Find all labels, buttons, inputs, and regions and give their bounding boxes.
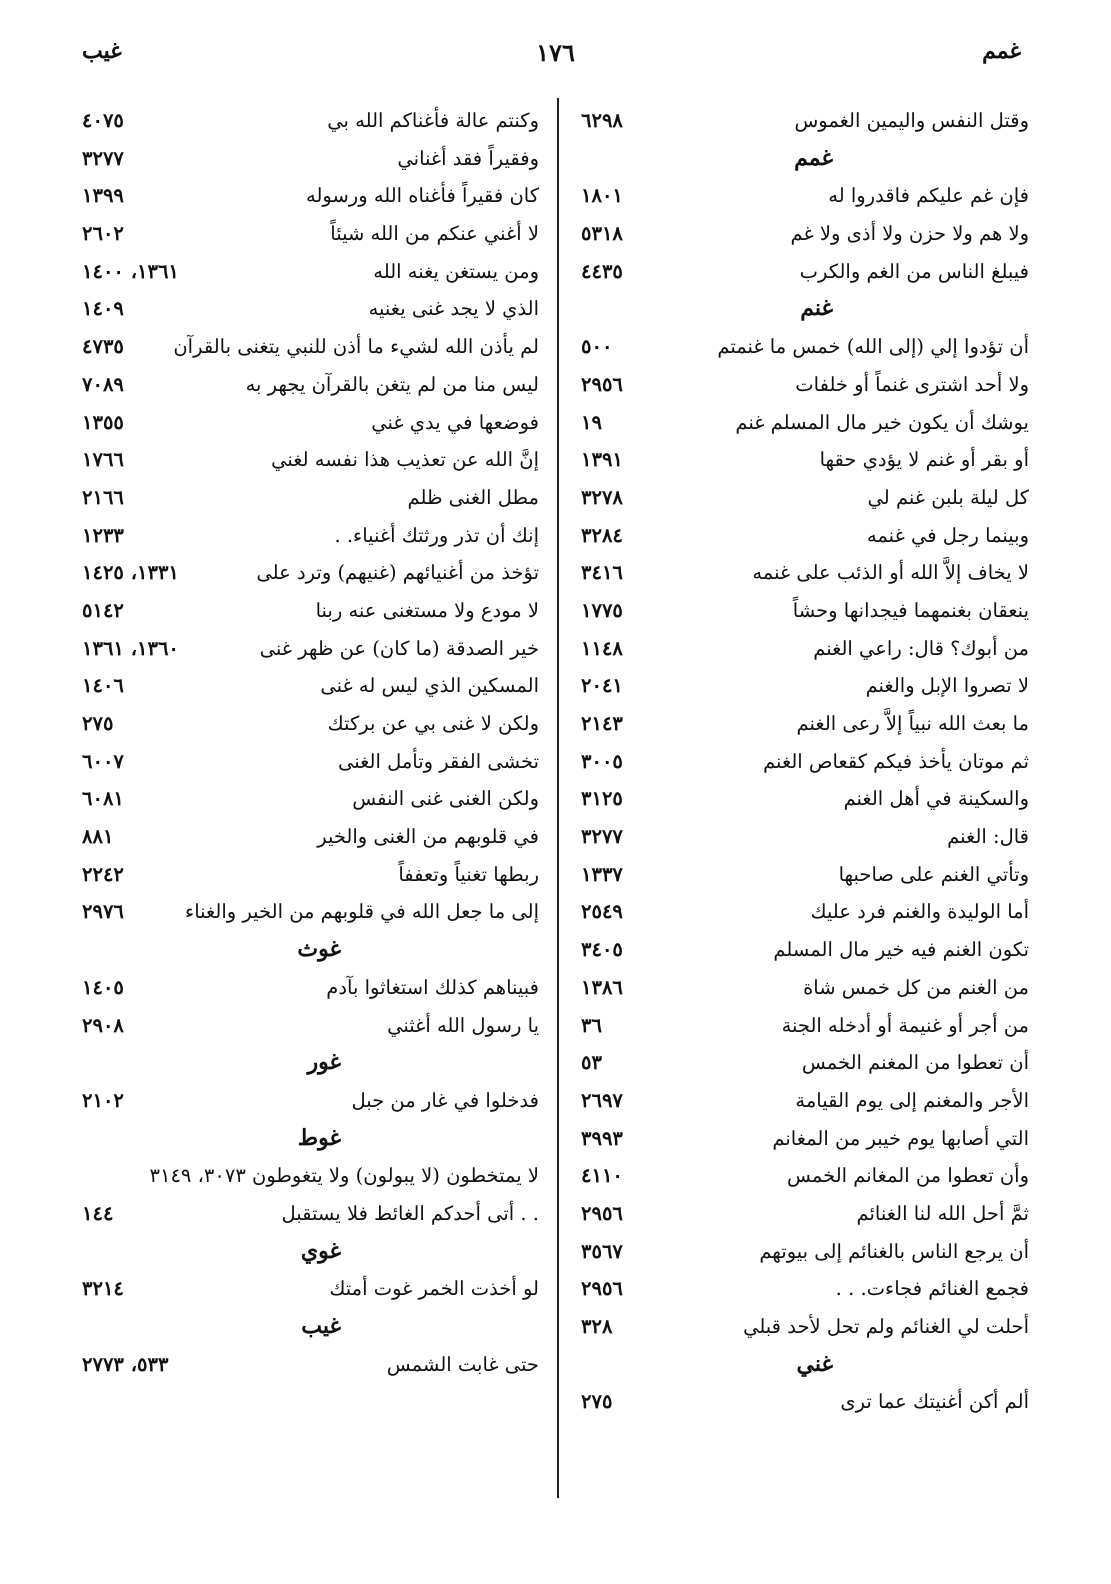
entry-reference: ٣٦: [581, 1013, 602, 1037]
entry-text: أن يرجع الناس بالغنائم إلى بيوتهم: [759, 1239, 1029, 1263]
page-number: ١٧٦: [536, 38, 575, 67]
index-entry: [82, 253, 539, 291]
index-entry: [82, 780, 539, 818]
entry-text: لا تصروا الإبل والغنم: [865, 674, 1029, 698]
entry-reference: ٣٢٧٧: [82, 146, 124, 170]
entry-reference: ٢٠٤١: [581, 674, 623, 698]
entry-reference: ٦٠٠٧: [82, 749, 124, 773]
entry-text: وكنتم عالة فأغناكم الله بي: [327, 109, 539, 132]
index-entry: [581, 856, 1029, 894]
page-header: [0, 38, 1111, 74]
index-entry: [82, 1157, 539, 1195]
right-column: [581, 102, 1029, 1421]
entry-reference: ١٤٤: [82, 1201, 114, 1225]
entry-reference: ٥٣: [581, 1051, 602, 1075]
index-entry: [581, 893, 1029, 931]
entry-reference: ٣٢١٤: [82, 1277, 124, 1301]
entry-text: وتأتي الغنم على صاحبها: [838, 862, 1029, 886]
index-entry: [581, 630, 1029, 668]
entry-text: فبيناهم كذلك استغاثوا بآدم: [326, 975, 539, 999]
entry-reference: ٧٠٨٩: [82, 372, 124, 396]
entry-text: يا رسول الله أغثني: [387, 1013, 539, 1037]
entry-text: إنك أن تذر ورثتك أغنياء. .: [334, 523, 539, 547]
entry-reference: ١١٤٨: [581, 636, 623, 660]
entry-text: ولا هم ولا حزن ولا أذى ولا غم: [790, 222, 1029, 246]
entry-reference: ١٢٣٣: [82, 523, 124, 547]
index-heading: [581, 140, 1029, 178]
entry-text: مطل الغنى ظلم: [407, 485, 539, 509]
heading-text: غور: [307, 1049, 341, 1076]
heading-text: غوط: [297, 1124, 341, 1151]
entry-text: ما بعث الله نبياً إلاَّ رعى الغنم: [796, 712, 1029, 735]
index-entry: [581, 441, 1029, 479]
index-entry: [581, 1233, 1029, 1271]
entry-text: ليس منا من لم يتغن بالقرآن يجهر به: [245, 372, 539, 396]
index-entry: [581, 705, 1029, 743]
heading-text: غيب: [301, 1313, 341, 1339]
entry-text: أما الوليدة والغنم فرد عليك: [810, 900, 1029, 924]
index-entry: [82, 705, 539, 743]
entry-text: ولكن الغنى غنى النفس: [352, 787, 539, 811]
entry-reference: ٤٤٣٥: [581, 259, 623, 283]
entry-text: إنَّ الله عن تعذيب هذا نفسه لغني: [271, 448, 539, 472]
entry-reference: ٨٨١: [82, 825, 114, 849]
entry-reference: ١٣٣١، ١٤٢٥: [82, 561, 179, 585]
entry-reference: ٣٢٧٧: [581, 825, 623, 849]
index-entry: [581, 1383, 1029, 1421]
index-entry: [581, 592, 1029, 630]
index-entry: [581, 1082, 1029, 1120]
entry-reference: ٢١٦٦: [82, 485, 124, 509]
entry-text: ثم موتان يأخذ فيكم كقعاص الغنم: [763, 749, 1029, 773]
entry-text: من أبوك؟ قال: راعي الغنم: [813, 636, 1029, 660]
index-heading: [82, 931, 539, 969]
entry-reference: ١٧٦٦: [82, 448, 124, 472]
entry-text: لا يمتخطون (لا يبولون) ولا يتغوطون ٣٠٧٣، ٣١٤٩: [149, 1164, 539, 1188]
entry-reference: ٢٩٥٦: [581, 1201, 623, 1225]
heading-text: غنم: [800, 295, 833, 322]
entry-text: من أجر أو غنيمة أو أدخله الجنة: [781, 1013, 1029, 1037]
entry-reference: ٣١٢٥: [581, 787, 623, 811]
entry-reference: ١٤٠٦: [82, 674, 124, 698]
entry-text: . . أتى أحدكم الغائط فلا يستقبل: [281, 1201, 539, 1225]
index-entry: [581, 1308, 1029, 1346]
entry-reference: ٢٩٥٦: [581, 372, 623, 396]
entry-text: فجمع الغنائم فجاءت. . .: [835, 1277, 1029, 1301]
index-entry: [581, 1270, 1029, 1308]
index-heading: [581, 1346, 1029, 1384]
index-entry: [82, 1082, 539, 1120]
heading-text: غوي: [300, 1237, 341, 1264]
entry-text: أحلت لي الغنائم ولم تحل لأحد قبلي: [743, 1315, 1029, 1338]
index-entry: [82, 290, 539, 328]
index-entry: [581, 1007, 1029, 1045]
index-heading: [82, 1233, 539, 1271]
entry-reference: ١٤٠٩: [82, 297, 124, 321]
entry-text: وقتل النفس واليمين الغموس: [794, 109, 1029, 132]
entry-text: ومن يستغن يغنه الله: [373, 259, 539, 283]
entry-text: الذي لا يجد غنى يغنيه: [368, 297, 539, 321]
index-heading: [82, 1120, 539, 1158]
entry-reference: ٣٢٨٤: [581, 523, 623, 547]
entry-text: ولا أحد اشترى غنماً أو خلفات: [795, 372, 1029, 396]
index-entry: [581, 215, 1029, 253]
entry-text: أو بقر أو غنم لا يؤدي حقها: [819, 448, 1029, 472]
index-entry: [82, 969, 539, 1007]
entry-reference: ١٣٦٠، ١٣٦١: [82, 636, 179, 660]
entry-reference: ٢١٠٢: [82, 1088, 124, 1112]
index-entry: [581, 1044, 1029, 1082]
entry-text: تخشى الفقر وتأمل الغنى: [337, 749, 539, 773]
entry-text: وأن تعطوا من المغانم الخمس: [786, 1164, 1029, 1188]
entry-reference: ٢٦٠٢: [82, 222, 124, 246]
index-entry: [82, 328, 539, 366]
entry-reference: ٢٥٤٩: [581, 900, 623, 924]
index-entry: [581, 554, 1029, 592]
index-entry: [82, 366, 539, 404]
index-entry: [581, 667, 1029, 705]
entry-reference: ٣٢٧٨: [581, 485, 623, 509]
index-entry: [581, 253, 1029, 291]
index-entry: [82, 404, 539, 442]
index-heading: [581, 290, 1029, 328]
index-entry: [82, 893, 539, 931]
entry-reference: ١٣٥٥: [82, 410, 124, 434]
index-entry: [82, 1195, 539, 1233]
entry-text: التي أصابها يوم خيبر من المغانم: [772, 1126, 1029, 1150]
entry-reference: ٣٥٦٧: [581, 1239, 623, 1263]
entry-reference: ٢٦٩٧: [581, 1088, 623, 1112]
entry-reference: ٤١١٠: [581, 1164, 623, 1188]
entry-reference: ٥١٤٢: [82, 598, 124, 622]
header-last-word: غيب: [82, 38, 122, 64]
entry-text: وفقيراً فقد أغناني: [397, 146, 539, 170]
entry-reference: ٦٢٩٨: [581, 109, 623, 132]
index-heading: [82, 1308, 539, 1346]
index-entry: [82, 1346, 539, 1384]
entry-reference: ١٣٣٧: [581, 862, 623, 886]
index-entry: [581, 931, 1029, 969]
index-entry: [82, 140, 539, 178]
index-entry: [82, 177, 539, 215]
index-entry: [581, 404, 1029, 442]
index-entry: [82, 1270, 539, 1308]
entry-reference: ٢٧٥: [82, 712, 114, 735]
index-entry: [82, 102, 539, 140]
heading-text: غمم: [794, 144, 833, 171]
entry-text: لا مودع ولا مستغنى عنه ربنا: [315, 598, 539, 622]
entry-reference: ٢٩٥٦: [581, 1277, 623, 1301]
entry-reference: ١٨٠١: [581, 184, 623, 208]
entry-text: والسكينة في أهل الغنم: [843, 787, 1029, 811]
entry-reference: ٢٩٠٨: [82, 1013, 124, 1037]
entry-text: تكون الغنم فيه خير مال المسلم: [773, 938, 1029, 962]
entry-reference: ٣٤١٦: [581, 561, 623, 585]
entry-reference: ١٤٠٥: [82, 975, 124, 999]
index-entry: [82, 630, 539, 668]
heading-text: غني: [796, 1350, 833, 1377]
header-first-word: غمم: [982, 38, 1021, 64]
entry-reference: ٢٩٧٦: [82, 900, 124, 924]
heading-text: غوث: [297, 936, 341, 963]
entry-reference: ١٧٧٥: [581, 598, 623, 622]
entry-reference: ٣٩٩٣: [581, 1126, 623, 1150]
index-entry: [82, 479, 539, 517]
entry-reference: ١٣٩١: [581, 448, 623, 472]
index-entry: [581, 177, 1029, 215]
entry-text: أن تعطوا من المغنم الخمس: [801, 1051, 1029, 1075]
entry-text: يوشك أن يكون خير مال المسلم غنم: [735, 410, 1029, 434]
entry-text: فيبلغ الناس من الغم والكرب: [799, 259, 1029, 283]
index-entry: [581, 1195, 1029, 1233]
entry-reference: ٥٣٣، ٢٧٧٣: [82, 1352, 169, 1376]
left-column: [82, 102, 539, 1383]
entry-text: خير الصدقة (ما كان) عن ظهر غنى: [259, 636, 539, 660]
index-entry: [581, 366, 1029, 404]
entry-text: فدخلوا في غار من جبل: [351, 1088, 539, 1112]
index-entry: [581, 780, 1029, 818]
index-entry: [581, 102, 1029, 140]
entry-text: ولكن لا غنى بي عن بركتك: [327, 712, 539, 735]
entry-text: قال: الغنم: [947, 825, 1029, 849]
entry-text: كان فقيراً فأغناه الله ورسوله: [305, 184, 539, 208]
index-entry: [581, 818, 1029, 856]
entry-reference: ١٩: [581, 410, 602, 434]
entry-text: ألم أكن أغنيتك عما ترى: [840, 1390, 1029, 1414]
entry-text: وبينما رجل في غنمه: [866, 523, 1029, 547]
entry-text: حتى غابت الشمس: [386, 1352, 539, 1376]
entry-reference: ٢٢٤٢: [82, 862, 124, 886]
entry-reference: ١٣٨٦: [581, 975, 623, 999]
entry-reference: ٥٠٠: [581, 335, 613, 359]
index-entry: [82, 441, 539, 479]
entry-reference: ١٣٦١، ١٤٠٠: [82, 259, 179, 283]
entry-text: فوضعها في يدي غني: [371, 410, 539, 434]
entry-text: أن تؤدوا إلي (إلى الله) خمس ما غنمتم: [717, 335, 1029, 359]
entry-reference: ٤٠٧٥: [82, 109, 124, 132]
entry-text: إلى ما جعل الله في قلوبهم من الخير والغناء: [185, 900, 539, 924]
entry-text: في قلوبهم من الغنى والخير: [317, 825, 539, 849]
entry-reference: ٣٢٨: [581, 1315, 613, 1338]
index-entry: [581, 479, 1029, 517]
index-entry: [581, 517, 1029, 555]
index-entry: [581, 1157, 1029, 1195]
index-entry: [581, 969, 1029, 1007]
index-entry: [82, 592, 539, 630]
entry-text: لم يأذن الله لشيء ما أذن للنبي يتغنى بالقرآن: [173, 335, 539, 359]
entry-reference: ٢١٤٣: [581, 712, 623, 735]
entry-text: لا يخاف إلاَّ الله أو الذئب على غنمه: [752, 561, 1029, 585]
entry-text: كل ليلة بلبن غنم لي: [867, 485, 1029, 509]
entry-text: لا أغني عنكم من الله شيئاً: [330, 222, 539, 246]
entry-reference: ٤٧٣٥: [82, 335, 124, 359]
entry-text: تؤخذ من أغنيائهم (غنيهم) وترد على: [256, 561, 539, 585]
index-entry: [581, 328, 1029, 366]
column-divider: [557, 98, 559, 1498]
index-entry: [82, 667, 539, 705]
index-entry: [82, 517, 539, 555]
index-entry: [82, 1007, 539, 1045]
entry-text: فإن غم عليكم فاقدروا له: [828, 184, 1029, 208]
index-entry: [82, 743, 539, 781]
index-entry: [581, 1120, 1029, 1158]
entry-text: ينعقان بغنمهما فيجدانها وحشاً: [792, 598, 1029, 622]
entry-text: ثمَّ أحل الله لنا الغنائم: [856, 1201, 1029, 1225]
entry-text: من الغنم من كل خمس شاة: [803, 975, 1029, 999]
entry-reference: ٦٠٨١: [82, 787, 124, 811]
index-heading: [82, 1044, 539, 1082]
entry-reference: ٣٤٠٥: [581, 938, 623, 962]
entry-reference: ٥٣١٨: [581, 222, 623, 246]
entry-text: لو أخذت الخمر غوت أمتك: [329, 1277, 539, 1301]
entry-text: ربطها تغنياً وتعففاً: [398, 862, 539, 886]
index-entry: [82, 554, 539, 592]
entry-text: الأجر والمغنم إلى يوم القيامة: [795, 1088, 1029, 1112]
index-entry: [82, 856, 539, 894]
entry-text: المسكين الذي ليس له غنى: [320, 674, 539, 698]
entry-reference: ٢٧٥: [581, 1390, 613, 1414]
index-entry: [82, 215, 539, 253]
index-entry: [82, 818, 539, 856]
entry-reference: ٣٠٠٥: [581, 749, 623, 773]
entry-reference: ١٣٩٩: [82, 184, 124, 208]
index-entry: [581, 743, 1029, 781]
